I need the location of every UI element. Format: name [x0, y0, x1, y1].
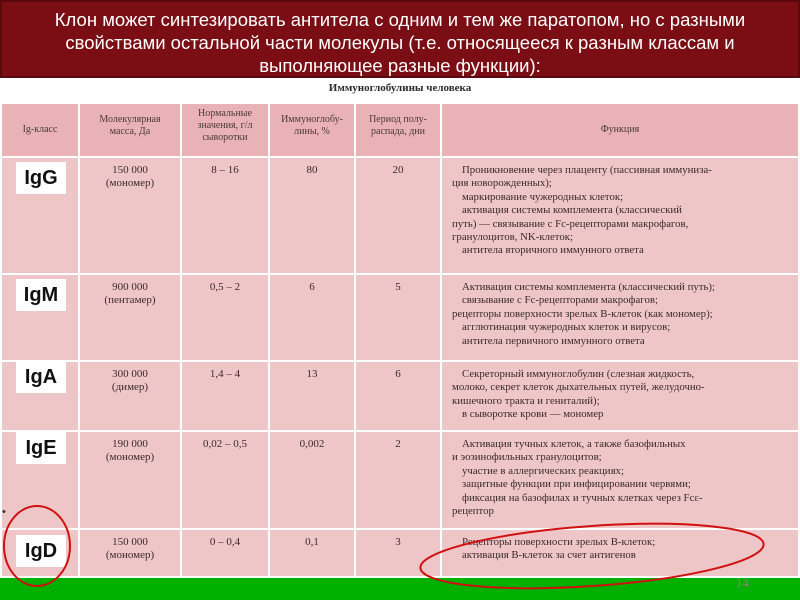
function-line: рецепторы поверхности зрелых B-клеток (как мономер); — [452, 307, 713, 320]
function-line: Активация системы комплемента (классический путь); — [462, 281, 716, 293]
function-cell — [442, 158, 798, 273]
mass-form: (мономер) — [105, 451, 155, 463]
mass-value: 300 000 — [112, 368, 148, 380]
table-row-ige — [2, 432, 798, 530]
function-line: фиксация на базофилах и тучных клетках через Fcε- — [462, 491, 703, 504]
mass-value: 150 000 — [112, 536, 148, 548]
function-line: в сыворотке крови — мономер — [462, 408, 604, 421]
half-life-cell: 2 — [356, 432, 442, 528]
function-line: Активация тучных клеток, а также базофильных — [462, 438, 686, 450]
mass-cell — [80, 362, 182, 430]
col-header-percent — [270, 104, 356, 156]
mass-value: 900 000 — [112, 281, 148, 293]
mass-form: (мономер) — [105, 549, 155, 561]
function-line: рецептор — [452, 505, 494, 518]
col-header-function-text: Функция — [600, 124, 640, 135]
col-header-normal-line-3: сыворотки — [202, 132, 248, 143]
function-line: Рецепторы поверхности зрелых B-клеток; — [462, 536, 656, 548]
function-line: Секреторный иммуноглобулин (слезная жидкость, — [462, 368, 695, 380]
page-number: 14 — [736, 575, 749, 590]
table-row-igg — [2, 158, 798, 275]
function-cell — [442, 530, 798, 576]
half-life-cell: 20 — [356, 158, 442, 273]
half-life-cell: 3 — [356, 530, 442, 576]
col-header-percent-line-2: лины, % — [294, 126, 330, 137]
function-cell — [442, 275, 798, 360]
function-line: гранулоцитов, NK-клеток; — [452, 231, 573, 244]
percent-cell: 0,002 — [270, 432, 356, 528]
mass-value: 150 000 — [112, 164, 148, 176]
slide-title-line-1: Клон может синтезировать антитела с одним и тем же паратопом, но с разными — [54, 9, 746, 30]
percent-cell: 13 — [270, 362, 356, 430]
percent-cell: 6 — [270, 275, 356, 360]
col-header-percent-line-1: Иммуноглобу- — [281, 114, 343, 125]
table-row-igd — [2, 530, 798, 576]
footer-bar — [0, 578, 800, 600]
function-line: путь) — связывание с Fc-рецепторами макрофагов, — [452, 217, 689, 230]
col-header-mass-line-1: Молекулярная — [99, 114, 161, 125]
mass-form: (пентамер) — [104, 294, 156, 306]
col-header-normal — [182, 104, 270, 156]
bullet-dot: • — [2, 506, 6, 518]
col-header-half-life-line-2: распада, дни — [371, 126, 425, 137]
function-line: ция новорожденных); — [452, 177, 552, 190]
function-line: активация системы комплемента (классический — [462, 204, 682, 217]
function-line: Проникновение через плаценту (пассивная иммуниза- — [462, 164, 712, 176]
function-line: маркирование чужеродных клеток; — [462, 190, 624, 203]
badge-igg: IgG — [16, 162, 66, 194]
function-cell — [442, 432, 798, 528]
mass-value: 190 000 — [112, 438, 148, 450]
function-line: антитела первичного иммунного ответа — [462, 334, 645, 347]
col-header-half-life-line-1: Период полу- — [369, 114, 427, 125]
normal-cell: 0,5 – 2 — [182, 275, 270, 360]
percent-cell: 80 — [270, 158, 356, 273]
normal-cell: 1,4 – 4 — [182, 362, 270, 430]
normal-cell: 0,02 – 0,5 — [182, 432, 270, 528]
col-header-mass — [80, 104, 182, 156]
function-line: защитные функции при инфицировании червями; — [462, 478, 691, 491]
half-life-cell: 6 — [356, 362, 442, 430]
function-line: и эозинофильных гранулоцитов; — [452, 451, 602, 464]
col-header-mass-line-2: масса, Да — [109, 126, 151, 137]
function-line: активация B-клеток за счет антигенов — [462, 549, 636, 562]
normal-cell: 0 – 0,4 — [182, 530, 270, 576]
mass-form: (мономер) — [105, 177, 155, 189]
function-cell — [442, 362, 798, 430]
function-line: кишечного тракта и гениталий); — [452, 394, 600, 407]
table-title: Иммуноглобулины человека — [328, 82, 472, 94]
half-life-cell: 5 — [356, 275, 442, 360]
table-row-iga — [2, 362, 798, 432]
slide-title — [0, 0, 800, 78]
mass-form: (димер) — [111, 381, 149, 393]
function-line: антитела вторичного иммунного ответа — [462, 244, 644, 257]
badge-igm: IgM — [16, 279, 66, 311]
mass-cell — [80, 275, 182, 360]
percent-cell: 0,1 — [270, 530, 356, 576]
table-header-row — [2, 104, 798, 158]
col-header-class — [2, 104, 80, 156]
col-header-class-text: Ig-класс — [22, 124, 58, 135]
function-line: агглютинация чужеродных клеток и вирусов; — [462, 321, 671, 334]
function-line: участие в аллергических реакциях; — [462, 464, 624, 477]
mass-cell — [80, 432, 182, 528]
badge-iga: IgA — [16, 361, 66, 393]
col-header-normal-line-2: значения, г/л — [197, 120, 253, 131]
mass-cell — [80, 530, 182, 576]
col-header-function — [442, 104, 798, 156]
mass-cell — [80, 158, 182, 273]
normal-cell: 8 – 16 — [182, 158, 270, 273]
slide-title-line-3: выполняющее разные функции): — [259, 55, 541, 76]
badge-igd: IgD — [16, 535, 66, 567]
immunoglobulin-table — [2, 104, 798, 576]
col-header-half-life — [356, 104, 442, 156]
badge-ige: IgE — [16, 432, 66, 464]
slide-title-line-2: свойствами остальной части молекулы (т.е. относящееся к разным классам и — [65, 32, 735, 53]
table-row-igm — [2, 275, 798, 362]
function-line: молоко, секрет клеток дыхательных путей, желудочно- — [452, 381, 705, 394]
col-header-normal-line-1: Нормальные — [198, 108, 252, 119]
function-line: связывание с Fc-рецепторами макрофагов; — [462, 294, 658, 307]
